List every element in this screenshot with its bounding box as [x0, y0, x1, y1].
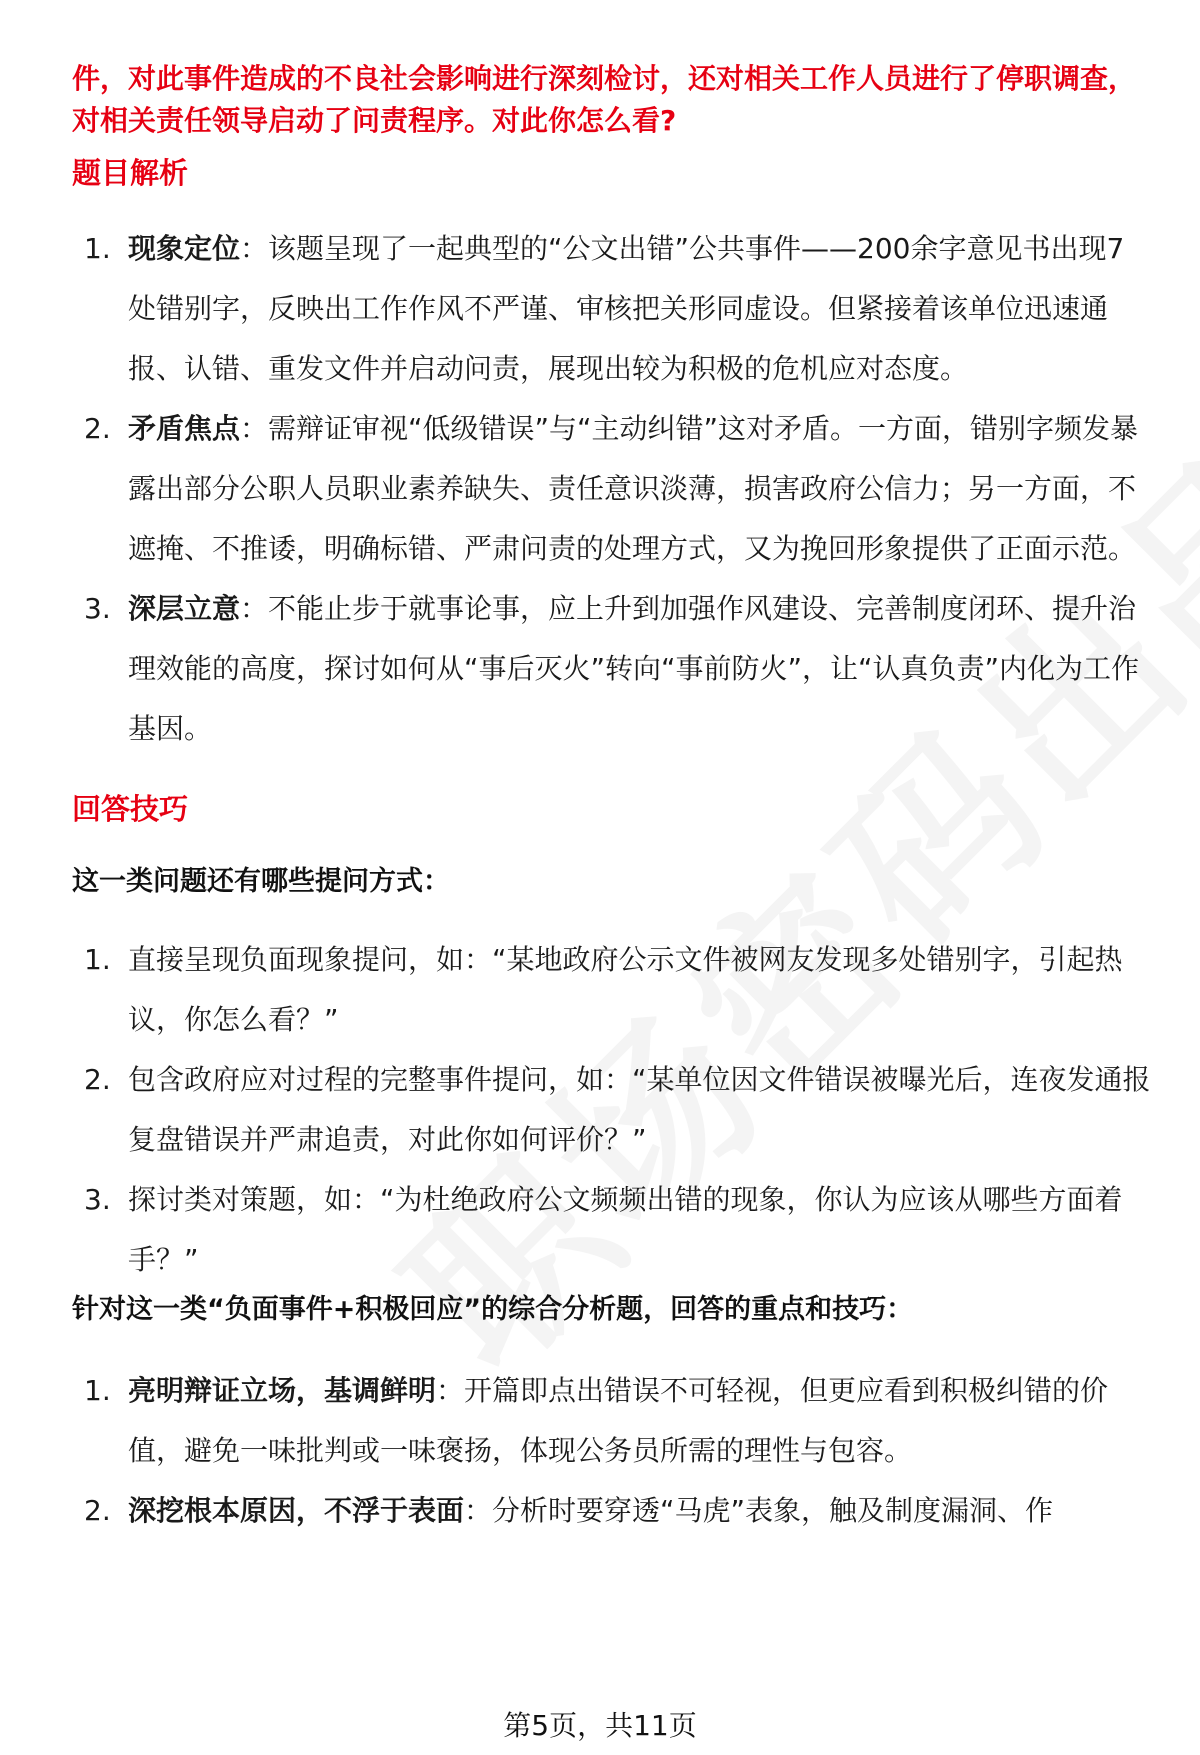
- analysis-list: [72, 219, 1152, 759]
- analysis-heading: 题目解析: [72, 156, 189, 190]
- analysis-item: [72, 399, 1152, 579]
- question-intro: 件，对此事件造成的不良社会影响进行深刻检讨，还对相关工作人员进行了停职调查，对相关责任领导启动了问责程序。对此你怎么看?: [72, 62, 1137, 137]
- item-separator: ：: [436, 1374, 465, 1407]
- answer-tips-heading: 针对这一类“负面事件+积极回应”的综合分析题，回答的重点和技巧：: [72, 1294, 914, 1325]
- item-separator: ：: [464, 1494, 493, 1527]
- skills-heading: 回答技巧: [72, 792, 189, 826]
- item-text: 分析时要穿透“马虎”表象，触及制度漏洞、作: [492, 1494, 1054, 1527]
- item-term: 深挖根本原因，不浮于表面: [128, 1494, 465, 1527]
- item-number: 2.: [84, 1063, 111, 1096]
- item-text: 不能止步于就事论事，应上升到加强作风建设、完善制度闭环、提升治理效能的高度，探讨如何从“事后灭火”转向“事前防火”，让“认真负责”内化为工作基因。: [128, 592, 1140, 745]
- item-text: 需辩证审视“低级错误”与“主动纠错”这对矛盾。一方面，错别字频发暴露出部分公职人员职业素养缺失、责任意识淡薄，损害政府公信力；另一方面，不遮掩、不推诿，明确标错、严肃问责的处理方式，又为挽回形象提供了正面示范。: [128, 412, 1139, 565]
- item-term: 矛盾焦点: [128, 412, 241, 445]
- answer-tip-item: [72, 1481, 1152, 1541]
- question-type-item: [72, 930, 1152, 1050]
- item-separator: ：: [240, 232, 269, 265]
- item-number: 1.: [84, 232, 111, 265]
- question-type-item: [72, 1170, 1152, 1290]
- page-footer: 第5页，共11页: [503, 1709, 697, 1742]
- item-number: 1.: [84, 943, 111, 976]
- item-text: 直接呈现负面现象提问，如：“某地政府公示文件被网友发现多处错别字，引起热议，你怎么看？”: [128, 943, 1123, 1036]
- item-number: 3.: [84, 1183, 111, 1216]
- question-types-heading: 这一类问题还有哪些提问方式：: [72, 866, 450, 897]
- question-type-item: [72, 1050, 1152, 1170]
- analysis-item: [72, 579, 1152, 759]
- answer-tip-item: [72, 1361, 1152, 1481]
- item-text: 探讨类对策题，如：“为杜绝政府公文频频出错的现象，你认为应该从哪些方面着手？”: [128, 1183, 1123, 1276]
- item-term: 现象定位: [128, 232, 241, 265]
- answer-tips-list: [72, 1361, 1152, 1541]
- item-text: 包含政府应对过程的完整事件提问，如：“某单位因文件错误被曝光后，连夜发通报复盘错误并严肃追责，对此你如何评价？”: [128, 1063, 1151, 1156]
- item-separator: ：: [240, 592, 269, 625]
- item-number: 2.: [84, 1494, 111, 1527]
- question-types-list: [72, 930, 1152, 1290]
- item-number: 2.: [84, 412, 111, 445]
- item-number: 3.: [84, 592, 111, 625]
- item-number: 1.: [84, 1374, 111, 1407]
- item-term: 亮明辩证立场，基调鲜明: [128, 1374, 437, 1407]
- analysis-item: [72, 219, 1152, 399]
- item-text: 该题呈现了一起典型的“公文出错”公共事件——200余字意见书出现7处错别字，反映出工作作风不严谨、审核把关形同虚设。但紧接着该单位迅速通报、认错、重发文件并启动问责，展现出较为积极的危机应对态度。: [128, 232, 1125, 385]
- item-term: 深层立意: [128, 592, 241, 625]
- item-separator: ：: [240, 412, 269, 445]
- item-text: 开篇即点出错误不可轻视，但更应看到积极纠错的价值，避免一味批判或一味褒扬，体现公务员所需的理性与包容。: [128, 1374, 1109, 1467]
